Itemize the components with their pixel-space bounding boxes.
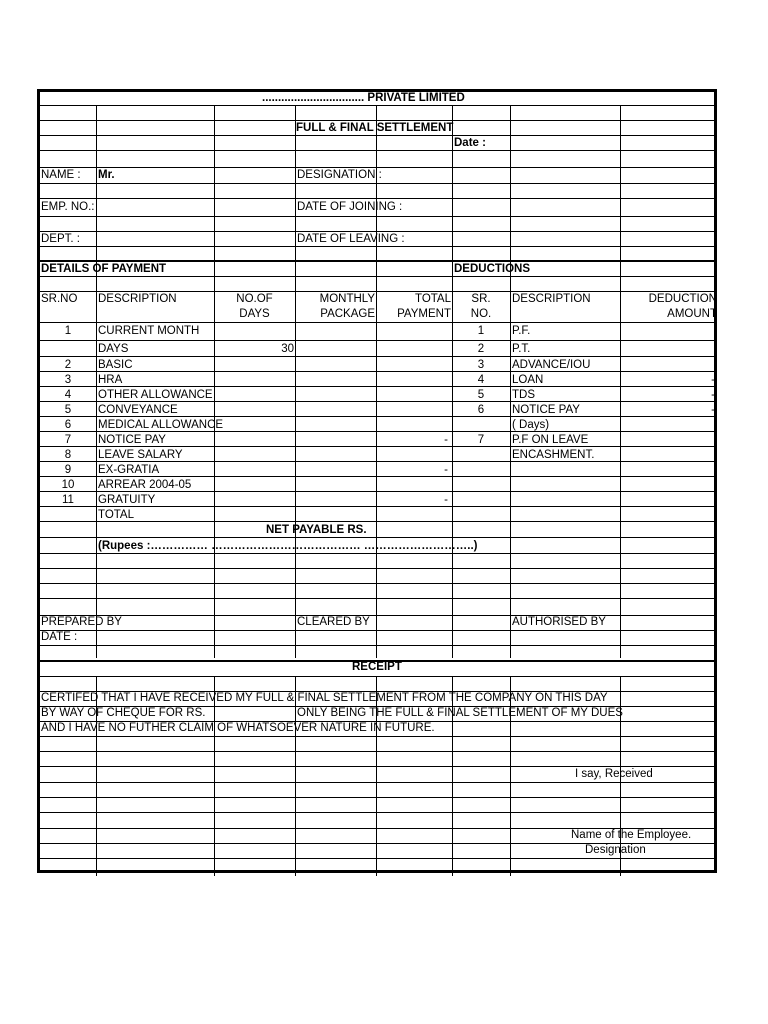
received-text: I say, Received xyxy=(575,768,653,780)
payment-total-label: TOTAL xyxy=(98,509,134,521)
payment-sr: 8 xyxy=(64,449,72,461)
deduction-sr: 4 xyxy=(477,374,485,386)
date-label: Date : xyxy=(454,137,486,149)
payment-amount: - xyxy=(444,494,448,506)
deduction-sr: 6 xyxy=(477,404,485,416)
deduction-desc: P.F ON LEAVE xyxy=(512,434,589,446)
employee-name-label: Name of the Employee. xyxy=(571,829,692,841)
payment-sr: 11 xyxy=(62,494,74,506)
deduction-amount: - xyxy=(711,389,715,401)
deduction-sr: 2 xyxy=(477,343,485,355)
payment-sr: 10 xyxy=(61,479,75,491)
payment-desc: OTHER ALLOWANCE xyxy=(98,389,213,401)
payment-desc: ARREAR 2004-05 xyxy=(98,479,192,491)
col-payment-line2: PAYMENT xyxy=(397,308,451,320)
dept-label: DEPT. : xyxy=(41,233,80,245)
col-days-line2: DAYS xyxy=(239,308,270,320)
payment-desc: CURRENT MONTH xyxy=(98,325,200,337)
col-days-line1: NO.OF xyxy=(236,293,273,305)
deduction-amount: - xyxy=(711,404,715,416)
signoff-date-label: DATE : xyxy=(41,631,78,643)
deduction-sr: 7 xyxy=(477,434,485,446)
deductions-section-title: DEDUCTIONS xyxy=(454,263,531,275)
payment-sr: 1 xyxy=(64,325,72,337)
payment-desc: LEAVE SALARY xyxy=(98,449,183,461)
date-of-joining-label: DATE OF JOINING : xyxy=(297,201,403,213)
col-package-line2: PACKAGE xyxy=(320,308,375,320)
deduction-desc: TDS xyxy=(512,389,535,401)
company-name: ................................ PRIVATE LIMITED xyxy=(262,92,465,104)
deduction-desc: ADVANCE/IOU xyxy=(512,359,591,371)
col-payment-line1: TOTAL xyxy=(415,293,451,305)
receipt-line-2b: ONLY BEING THE FULL & FINAL SETTLEMENT OF MY DUES xyxy=(297,707,623,719)
settlement-form xyxy=(37,89,717,873)
payment-desc: DAYS xyxy=(98,343,129,355)
deduction-desc: LOAN xyxy=(512,374,544,386)
deduction-sr: 5 xyxy=(477,389,485,401)
form-title: FULL & FINAL SETTLEMENT xyxy=(296,122,454,134)
payment-amount: - xyxy=(444,464,448,476)
payment-desc: NOTICE PAY xyxy=(98,434,166,446)
payment-sr: 9 xyxy=(64,464,72,476)
col-ded-sr-line1: SR. xyxy=(471,293,491,305)
payment-days: 30 xyxy=(281,343,294,355)
payment-desc: EX-GRATIA xyxy=(98,464,160,476)
deduction-desc: P.T. xyxy=(512,343,531,355)
payment-section-title: DETAILS OF PAYMENT xyxy=(41,263,167,275)
deduction-desc: P.F. xyxy=(512,325,531,337)
col-ded-sr-line2: NO. xyxy=(470,308,492,320)
net-payable-label: NET PAYABLE RS. xyxy=(266,524,367,536)
payment-sr: 4 xyxy=(64,389,72,401)
date-of-leaving-label: DATE OF LEAVING : xyxy=(297,233,405,245)
authorised-by-label: AUTHORISED BY xyxy=(512,616,606,628)
deduction-sr: 1 xyxy=(477,325,485,337)
payment-desc: HRA xyxy=(98,374,123,386)
cleared-by-label: CLEARED BY xyxy=(297,616,370,628)
payment-desc: MEDICAL ALLOWANCE xyxy=(98,419,224,431)
payment-sr: 6 xyxy=(64,419,72,431)
deduction-sr: 3 xyxy=(477,359,485,371)
col-ded-amount-line1: DEDUCTION xyxy=(648,293,717,305)
prepared-by-label: PREPARED BY xyxy=(41,616,122,628)
payment-desc: CONVEYANCE xyxy=(98,404,178,416)
payment-sr: 2 xyxy=(64,359,72,371)
receipt-title: RECEIPT xyxy=(352,661,402,673)
payment-desc: GRATUITY xyxy=(98,494,156,506)
deduction-desc: NOTICE PAY xyxy=(512,404,580,416)
receipt-line-3: AND I HAVE NO FUTHER CLAIM OF WHATSOEVER NATURE IN FUTURE. xyxy=(41,722,435,734)
designation-label: DESIGNATION : xyxy=(297,169,382,181)
deduction-desc: ENCASHMENT. xyxy=(512,449,595,461)
deduction-desc: ( Days) xyxy=(512,419,550,431)
col-ded-description: DESCRIPTION xyxy=(512,293,591,305)
col-ded-amount-line2: AMOUNT xyxy=(667,308,717,320)
name-label: NAME : xyxy=(41,169,81,181)
employee-designation-label: Designation xyxy=(585,844,646,856)
col-package-line1: MONTHLY xyxy=(319,293,375,305)
payment-sr: 5 xyxy=(64,404,72,416)
col-srno: SR.NO xyxy=(41,293,78,305)
col-description: DESCRIPTION xyxy=(98,293,177,305)
receipt-line-2a: BY WAY OF CHEQUE FOR RS. xyxy=(41,707,206,719)
rupees-in-words: (Rupees :…………… ………………………………… ………………………..) xyxy=(98,540,478,552)
payment-sr: 3 xyxy=(64,374,72,386)
payment-desc: BASIC xyxy=(98,359,133,371)
payment-amount: - xyxy=(444,434,448,446)
name-prefix: Mr. xyxy=(98,169,115,181)
payment-sr: 7 xyxy=(64,434,72,446)
deduction-amount: - xyxy=(711,374,715,386)
receipt-line-1: CERTIFED THAT I HAVE RECEIVED MY FULL & FINAL SETTLEMENT FROM THE COMPANY ON THIS DAY xyxy=(41,692,608,704)
emp-no-label: EMP. NO.: xyxy=(41,201,95,213)
